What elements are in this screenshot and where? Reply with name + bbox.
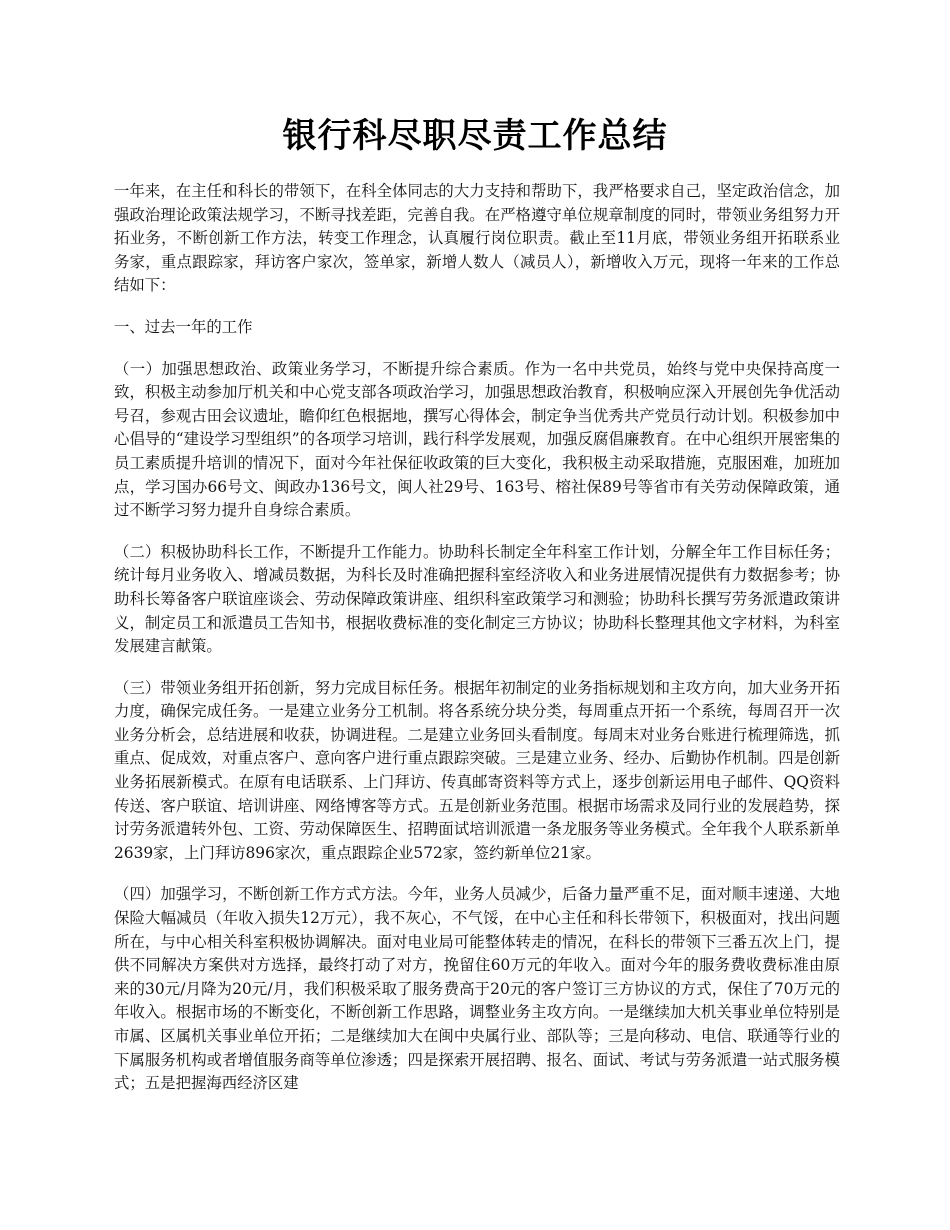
intro-paragraph: 一年来，在主任和科长的带领下，在科全体同志的大力支持和帮助下，我严格要求自己，坚定政治信念，加强政治理论政策法规学习，不断寻找差距，完善自我。在严格遵守单位规章制度的同时，带领业务组努力开拓业务，不断创新工作方法，转变工作理念，认真履行岗位职责。截止至11月底，带领业务组开拓联系业务家，重点跟踪家，拜访客户家次，签单家，新增人数人（减员人），新增收入万元，现将一年来的工作总结如下： [114,182,840,295]
paragraph-4: （四）加强学习，不断创新工作方式方法。今年，业务人员减少，后备力量严重不足，面对顺丰速递、大地保险大幅减员（年收入损失12万元），我不灰心，不气馁，在中心主任和科长带领下，积极面对，找出问题所在，与中心相关科室积极协调解决。面对电业局可能整体转走的情况，在科长的带领下三番五次上门，提供不同解决方案供对方选择，最终打动了对方，挽留住60万元的年收入。面对今年的服务费收费标准由原来的30元/月降为20元/月，我们积极采取了服务费高于20元的客户签订三方协议的方式，保住了70万元的年收入。根据市场的不断变化，不断创新工作思路，调整业务主攻方向。一是继续加大机关事业单位特别是市属、区属机关事业单位开拓；二是继续加大在闽中央属行业、部队等；三是向移动、电信、联通等行业的下属服务机构或者增值服务商等单位渗透；四是探索开展招聘、报名、面试、考试与劳务派遣一站式服务模式；五是把握海西经济区建 [114,885,840,1093]
paragraph-3: （三）带领业务组开拓创新，努力完成目标任务。根据年初制定的业务指标规划和主攻方向，加大业务开拓力度，确保完成任务。一是建立业务分工机制。将各系统分块分类，每周重点开拓一个系统，每周召开一次业务分析会，总结进展和收获，协调进程。二是建立业务回头看制度。每周末对业务台账进行梳理筛选，抓重点、促成效，对重点客户、意向客户进行重点跟踪突破。三是建立业务、经办、后勤协作机制。四是创新业务拓展新模式。在原有电话联系、上门拜访、传真邮寄资料等方式上，逐步创新运用电子邮件、QQ资料传送、客户联谊、培训讲座、网络博客等方式。五是创新业务范围。根据市场需求及同行业的发展趋势，探讨劳务派遣转外包、工资、劳动保障医生、招聘面试培训派遣一条龙服务等业务模式。全年我个人联系新单2639家，上门拜访896家次，重点跟踪企业572家，签约新单位21家。 [114,678,840,862]
paragraph-1: （一）加强思想政治、政策业务学习，不断提升综合素质。作为一名中共党员，始终与党中央保持高度一致，积极主动参加厅机关和中心党支部各项政治学习，加强思想政治教育，积极响应深入开展创先争优活动号召，参观古田会议遗址，瞻仰红色根据地，撰写心得体会，制定争当优秀共产党员行动计划。积极参加中心倡导的“建设学习型组织”的各项学习培训，践行科学发展观，加强反腐倡廉教育。在中心组织开展密集的员工素质提升培训的情况下，面对今年社保征收政策的巨大变化，我积极主动采取措施，克服困难，加班加点，学习国办66号文、闽政办136号文，闽人社29号、163号、榕社保89号等省市有关劳动保障政策，通过不断学习努力提升自身综合素质。 [114,359,840,520]
paragraph-2: （二）积极协助科长工作，不断提升工作能力。协助科长制定全年科室工作计划，分解全年工作目标任务；统计每月业务收入、增减员数据，为科长及时准确把握科室经济收入和业务进展情况提供有力数据参考；协助科长筹备客户联谊座谈会、劳动保障政策讲座、组织科室政策学习和测验；协助科长撰写劳务派遣政策讲义，制定员工和派遣员工告知书，根据收费标准的变化制定三方协议；协助科长整理其他文字材料，为科室发展建言献策。 [114,542,840,656]
document-title: 银行科尽职尽责工作总结 [282,116,668,156]
document-body [114,180,840,1114]
section-heading: 一、过去一年的工作 [114,317,253,336]
